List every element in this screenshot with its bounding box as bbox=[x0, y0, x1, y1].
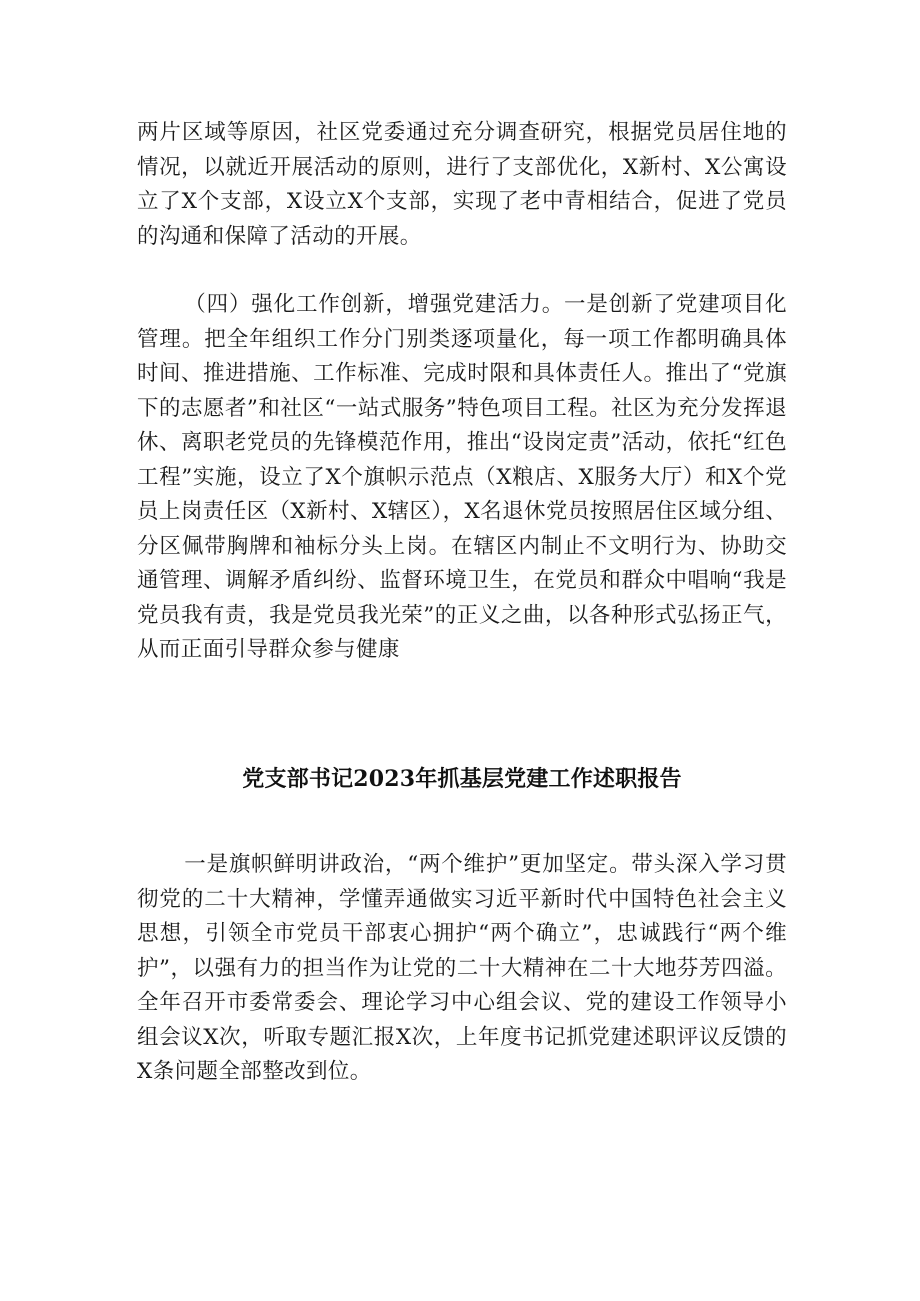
paragraph-report-intro: 一是旗帜鲜明讲政治，“两个维护”更加坚定。带头深入学习贯彻党的二十大精神，学懂弄通做实习近平新时代中国特色社会主义思想，引领全市党员干部衷心拥护“两个确立”，忠诚践行“两个维护”，以强有力的担当作为让党的二十大精神在二十大地芬芳四溢。全年召开市委常委会、理论学习中心组会议、党的建设工作领导小组会议X次，听取专题汇报X次，上年度书记抓党建述职评议反馈的X条问题全部整改到位。 bbox=[137, 852, 787, 1084]
paragraph-section-four: （四）强化工作创新，增强党建活力。一是创新了党建项目化管理。把全年组织工作分门别类逐项量化，每一项工作都明确具体时间、推进措施、工作标准、完成时限和具体责任人。推出了“党旗下的志愿者”和社区“一站式服务”特色项目工程。社区为充分发挥退休、离职老党员的先锋模范作用，推出“设岗定责”活动，依托“红色工程”实施，设立了X个旗帜示范点（X粮店、X服务大厅）和X个党员上岗责任区（X新村、X辖区），X名退休党员按照居住区域分组、分区佩带胸牌和袖标分头上岗。在辖区内制止不文明行为、协助交通管理、调解矛盾纠纷、监督环境卫生，在党员和群众中唱响“我是党员我有责，我是党员我光荣”的正义之曲，以各种形式弘扬正气，从而正面引导群众参与健康 bbox=[137, 292, 787, 662]
paragraph-continuation: 两片区域等原因，社区党委通过充分调查研究，根据党员居住地的情况，以就近开展活动的原则，进行了支部优化，X新村、X公寓设立了X个支部，X设立X个支部，实现了老中青相结合，促进了党员的沟通和保障了活动的开展。 bbox=[137, 120, 787, 249]
report-title: 党支部书记2023年抓基层党建工作述职报告 bbox=[242, 766, 682, 792]
